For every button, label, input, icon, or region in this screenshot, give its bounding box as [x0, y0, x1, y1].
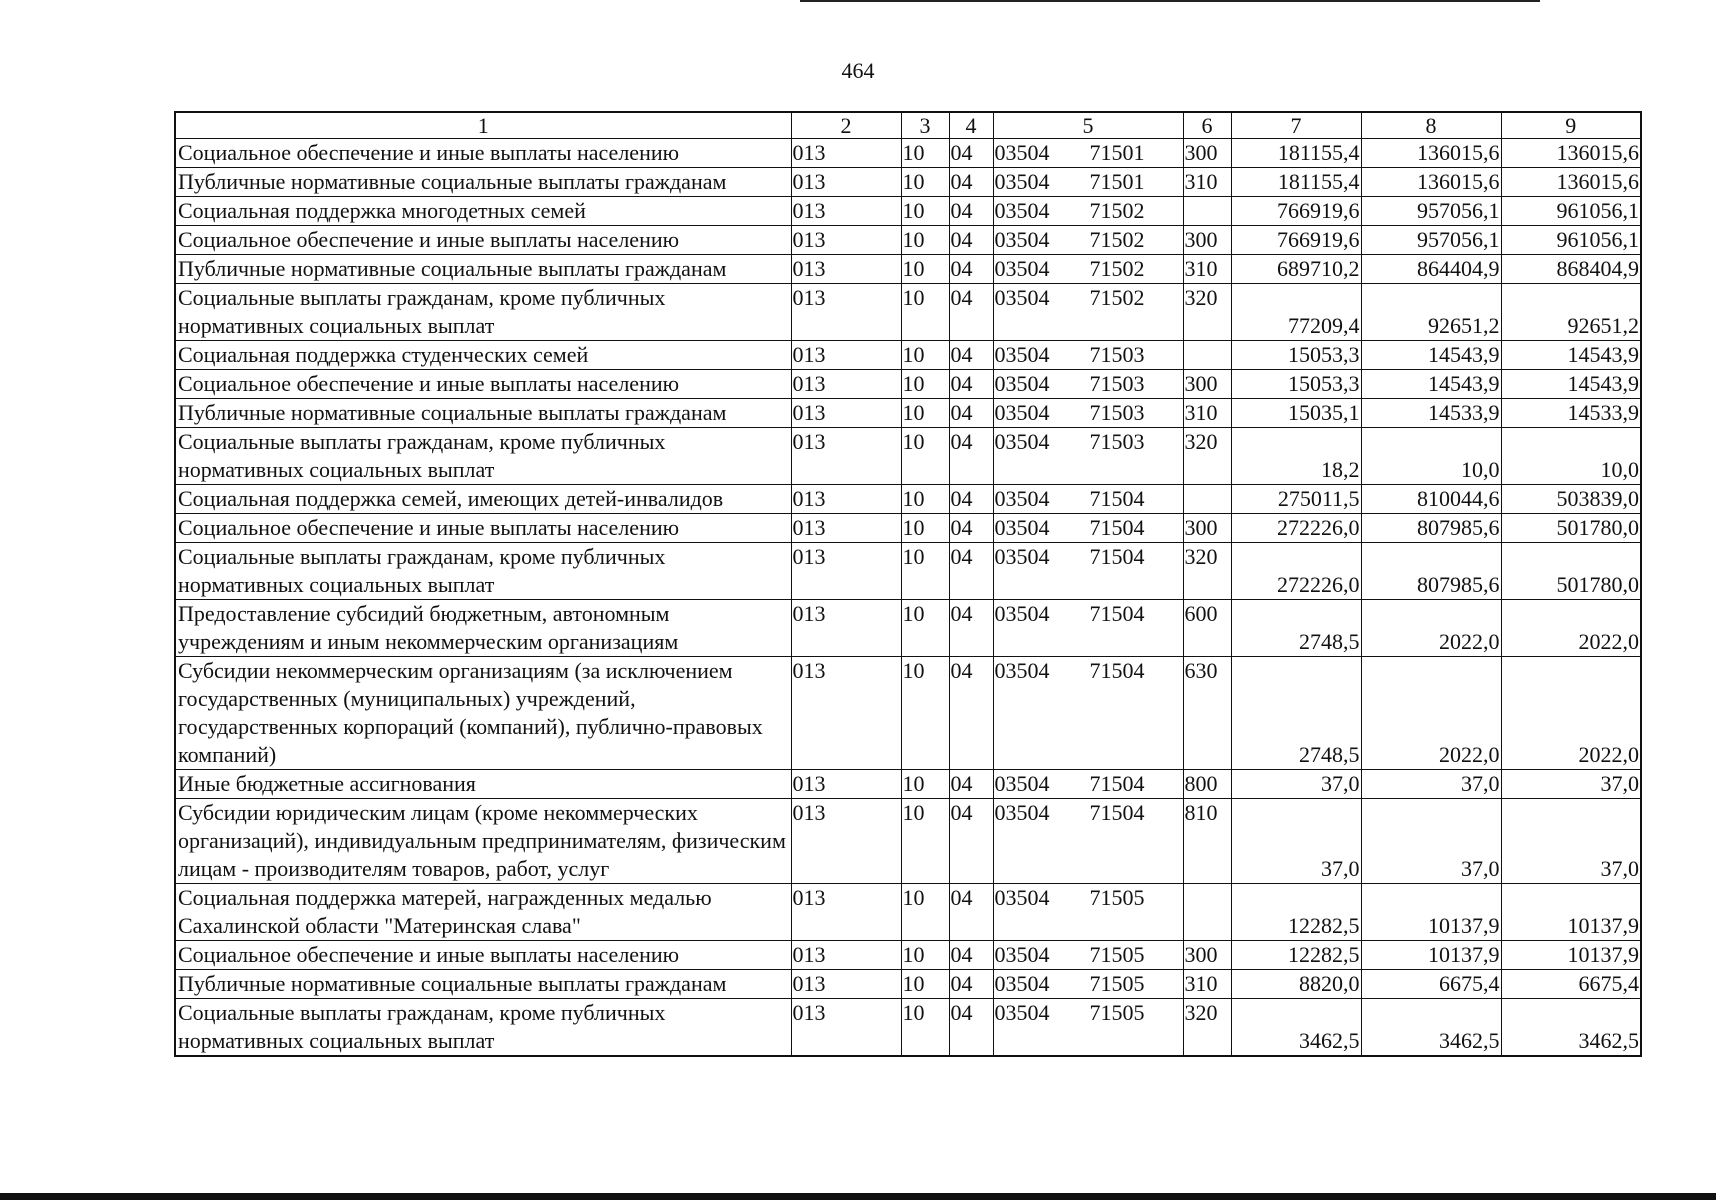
row-target-article [993, 970, 1183, 999]
row-gl-code: 013 [791, 168, 901, 197]
row-subsection-code: 04 [949, 284, 993, 341]
row-target-article [993, 428, 1183, 485]
row-section-code: 10 [901, 284, 949, 341]
row-value-col8: 810044,6 [1361, 485, 1501, 514]
table-row [175, 941, 1641, 970]
row-value-col7: 766919,6 [1231, 226, 1361, 255]
row-expense-type [1183, 341, 1231, 370]
row-gl-code: 013 [791, 197, 901, 226]
row-target-article-part1: 03504 [994, 342, 1050, 367]
row-target-article-part1: 03504 [994, 285, 1050, 310]
row-section-code: 10 [901, 799, 949, 884]
row-target-article-part2: 71503 [1089, 371, 1145, 396]
row-expense-type [1183, 884, 1231, 941]
row-gl-code: 013 [791, 543, 901, 600]
row-gl-code: 013 [791, 255, 901, 284]
row-value-col9: 136015,6 [1501, 139, 1641, 168]
row-name: Социальное обеспечение и иные выплаты населению [175, 370, 791, 399]
row-subsection-code: 04 [949, 255, 993, 284]
row-subsection-code: 04 [949, 485, 993, 514]
row-gl-code: 013 [791, 657, 901, 770]
row-target-article-part1: 03504 [994, 885, 1050, 910]
row-expense-type: 300 [1183, 139, 1231, 168]
row-value-col7: 18,2 [1231, 428, 1361, 485]
table-row [175, 139, 1641, 168]
row-name: Социальное обеспечение и иные выплаты населению [175, 226, 791, 255]
row-section-code: 10 [901, 399, 949, 428]
row-section-code: 10 [901, 197, 949, 226]
row-gl-code: 013 [791, 941, 901, 970]
row-target-article-part2: 71504 [1089, 601, 1145, 626]
row-subsection-code: 04 [949, 428, 993, 485]
row-target-article [993, 884, 1183, 941]
row-subsection-code: 04 [949, 884, 993, 941]
row-value-col8: 2022,0 [1361, 600, 1501, 657]
row-target-article [993, 799, 1183, 884]
row-target-article-part1: 03504 [994, 198, 1050, 223]
row-target-article [993, 657, 1183, 770]
row-name: Социальные выплаты гражданам, кроме публичных нормативных социальных выплат [175, 543, 791, 600]
row-value-col9: 37,0 [1501, 799, 1641, 884]
row-value-col8: 10137,9 [1361, 884, 1501, 941]
row-target-article-part2: 71505 [1089, 971, 1145, 996]
row-subsection-code: 04 [949, 770, 993, 799]
row-target-article [993, 341, 1183, 370]
row-target-article-part2: 71504 [1089, 771, 1145, 796]
row-subsection-code: 04 [949, 399, 993, 428]
row-gl-code: 013 [791, 799, 901, 884]
row-subsection-code: 04 [949, 514, 993, 543]
row-target-article-part2: 71502 [1089, 285, 1145, 310]
row-expense-type: 300 [1183, 226, 1231, 255]
row-subsection-code: 04 [949, 941, 993, 970]
row-gl-code: 013 [791, 770, 901, 799]
row-section-code: 10 [901, 543, 949, 600]
table-row [175, 284, 1641, 341]
row-name: Иные бюджетные ассигнования [175, 770, 791, 799]
row-value-col9: 503839,0 [1501, 485, 1641, 514]
row-name: Социальные выплаты гражданам, кроме публичных нормативных социальных выплат [175, 428, 791, 485]
row-gl-code: 013 [791, 226, 901, 255]
row-name: Публичные нормативные социальные выплаты гражданам [175, 970, 791, 999]
row-value-col7: 181155,4 [1231, 139, 1361, 168]
row-expense-type: 310 [1183, 255, 1231, 284]
row-value-col9: 961056,1 [1501, 197, 1641, 226]
header-cell: 1 [175, 112, 791, 139]
row-name: Публичные нормативные социальные выплаты гражданам [175, 255, 791, 284]
row-name: Предоставление субсидий бюджетным, автономным учреждениям и иным некоммерческим организациям [175, 600, 791, 657]
table-row [175, 970, 1641, 999]
row-subsection-code: 04 [949, 168, 993, 197]
row-name: Социальное обеспечение и иные выплаты населению [175, 514, 791, 543]
row-value-col9: 136015,6 [1501, 168, 1641, 197]
row-target-article [993, 284, 1183, 341]
row-value-col8: 37,0 [1361, 799, 1501, 884]
row-target-article [993, 370, 1183, 399]
row-value-col7: 15035,1 [1231, 399, 1361, 428]
row-value-col9: 10137,9 [1501, 941, 1641, 970]
row-target-article [993, 226, 1183, 255]
row-expense-type: 300 [1183, 514, 1231, 543]
row-section-code: 10 [901, 485, 949, 514]
row-target-article-part1: 03504 [994, 800, 1050, 825]
row-target-article-part2: 71504 [1089, 658, 1145, 683]
row-expense-type: 320 [1183, 999, 1231, 1057]
row-section-code: 10 [901, 370, 949, 399]
row-target-article-part2: 71502 [1089, 198, 1145, 223]
row-name: Субсидии некоммерческим организациям (за исключением государственных (муниципальных) учреждений, государственных корпораций (компаний), публично-правовых компаний) [175, 657, 791, 770]
row-subsection-code: 04 [949, 600, 993, 657]
row-value-col7: 689710,2 [1231, 255, 1361, 284]
row-section-code: 10 [901, 428, 949, 485]
row-gl-code: 013 [791, 341, 901, 370]
bottom-edge-bar [0, 1193, 1716, 1200]
row-target-article-part1: 03504 [994, 601, 1050, 626]
row-value-col8: 957056,1 [1361, 197, 1501, 226]
table-row [175, 341, 1641, 370]
row-expense-type: 300 [1183, 941, 1231, 970]
table-row [175, 168, 1641, 197]
row-value-col8: 14543,9 [1361, 341, 1501, 370]
top-edge-line [800, 0, 1540, 2]
budget-table [174, 111, 1642, 1057]
row-target-article [993, 600, 1183, 657]
header-cell: 4 [949, 112, 993, 139]
row-value-col8: 136015,6 [1361, 168, 1501, 197]
row-value-col8: 807985,6 [1361, 514, 1501, 543]
row-subsection-code: 04 [949, 197, 993, 226]
row-value-col7: 2748,5 [1231, 600, 1361, 657]
row-value-col9: 501780,0 [1501, 514, 1641, 543]
row-target-article-part2: 71504 [1089, 515, 1145, 540]
page-number: 464 [841, 58, 875, 83]
row-value-col8: 136015,6 [1361, 139, 1501, 168]
row-gl-code: 013 [791, 884, 901, 941]
row-value-col8: 92651,2 [1361, 284, 1501, 341]
row-target-article [993, 514, 1183, 543]
row-gl-code: 013 [791, 370, 901, 399]
row-value-col8: 807985,6 [1361, 543, 1501, 600]
row-value-col9: 14543,9 [1501, 370, 1641, 399]
row-value-col7: 8820,0 [1231, 970, 1361, 999]
row-gl-code: 013 [791, 284, 901, 341]
row-section-code: 10 [901, 770, 949, 799]
row-value-col8: 2022,0 [1361, 657, 1501, 770]
row-value-col7: 3462,5 [1231, 999, 1361, 1057]
table-row [175, 999, 1641, 1057]
row-expense-type: 320 [1183, 428, 1231, 485]
row-name: Социальное обеспечение и иные выплаты населению [175, 139, 791, 168]
row-subsection-code: 04 [949, 341, 993, 370]
row-target-article-part2: 71503 [1089, 342, 1145, 367]
header-cell: 5 [993, 112, 1183, 139]
header-cell: 3 [901, 112, 949, 139]
row-target-article [993, 543, 1183, 600]
row-value-col8: 14533,9 [1361, 399, 1501, 428]
row-value-col8: 37,0 [1361, 770, 1501, 799]
row-target-article-part2: 71504 [1089, 800, 1145, 825]
row-target-article-part1: 03504 [994, 400, 1050, 425]
row-expense-type: 630 [1183, 657, 1231, 770]
header-cell: 8 [1361, 112, 1501, 139]
table-row [175, 799, 1641, 884]
row-subsection-code: 04 [949, 543, 993, 600]
row-expense-type: 600 [1183, 600, 1231, 657]
row-target-article [993, 255, 1183, 284]
row-expense-type: 810 [1183, 799, 1231, 884]
row-target-article-part1: 03504 [994, 429, 1050, 454]
row-target-article-part2: 71502 [1089, 227, 1145, 252]
table-row [175, 600, 1641, 657]
row-name: Социальная поддержка семей, имеющих детей-инвалидов [175, 485, 791, 514]
row-value-col7: 272226,0 [1231, 514, 1361, 543]
row-value-col7: 37,0 [1231, 799, 1361, 884]
row-section-code: 10 [901, 970, 949, 999]
row-name: Социальное обеспечение и иные выплаты населению [175, 941, 791, 970]
row-section-code: 10 [901, 999, 949, 1057]
row-value-col7: 37,0 [1231, 770, 1361, 799]
row-name: Субсидии юридическим лицам (кроме некоммерческих организаций), индивидуальным предпринимателям, физическим лицам - производителям товаров, работ, услуг [175, 799, 791, 884]
header-cell: 2 [791, 112, 901, 139]
table-row [175, 770, 1641, 799]
row-section-code: 10 [901, 600, 949, 657]
row-target-article-part1: 03504 [994, 256, 1050, 281]
row-target-article-part2: 71504 [1089, 544, 1145, 569]
row-gl-code: 013 [791, 139, 901, 168]
row-subsection-code: 04 [949, 226, 993, 255]
row-gl-code: 013 [791, 514, 901, 543]
row-target-article-part1: 03504 [994, 227, 1050, 252]
table-row [175, 255, 1641, 284]
row-subsection-code: 04 [949, 999, 993, 1057]
row-value-col7: 12282,5 [1231, 941, 1361, 970]
row-value-col8: 6675,4 [1361, 970, 1501, 999]
row-gl-code: 013 [791, 485, 901, 514]
table-row [175, 514, 1641, 543]
row-target-article-part2: 71505 [1089, 885, 1145, 910]
row-target-article [993, 197, 1183, 226]
row-value-col9: 6675,4 [1501, 970, 1641, 999]
table-row [175, 370, 1641, 399]
row-value-col8: 3462,5 [1361, 999, 1501, 1057]
row-value-col9: 14543,9 [1501, 341, 1641, 370]
row-expense-type: 320 [1183, 543, 1231, 600]
row-value-col9: 868404,9 [1501, 255, 1641, 284]
row-target-article-part1: 03504 [994, 658, 1050, 683]
row-value-col7: 272226,0 [1231, 543, 1361, 600]
table-row [175, 884, 1641, 941]
row-target-article-part1: 03504 [994, 942, 1050, 967]
row-subsection-code: 04 [949, 970, 993, 999]
row-target-article [993, 139, 1183, 168]
row-target-article-part1: 03504 [994, 971, 1050, 996]
row-name: Публичные нормативные социальные выплаты гражданам [175, 168, 791, 197]
table-row [175, 226, 1641, 255]
row-target-article-part1: 03504 [994, 486, 1050, 511]
row-value-col9: 2022,0 [1501, 600, 1641, 657]
table-row [175, 543, 1641, 600]
row-expense-type: 310 [1183, 399, 1231, 428]
row-target-article-part2: 71505 [1089, 1000, 1145, 1025]
row-target-article-part2: 71502 [1089, 256, 1145, 281]
row-target-article-part1: 03504 [994, 371, 1050, 396]
header-cell: 7 [1231, 112, 1361, 139]
row-subsection-code: 04 [949, 799, 993, 884]
row-value-col9: 2022,0 [1501, 657, 1641, 770]
row-target-article [993, 485, 1183, 514]
row-name: Социальная поддержка студенческих семей [175, 341, 791, 370]
row-target-article-part2: 71501 [1089, 140, 1145, 165]
row-target-article [993, 770, 1183, 799]
table-row [175, 657, 1641, 770]
row-value-col8: 10,0 [1361, 428, 1501, 485]
row-gl-code: 013 [791, 399, 901, 428]
row-value-col9: 14533,9 [1501, 399, 1641, 428]
row-value-col8: 957056,1 [1361, 226, 1501, 255]
row-section-code: 10 [901, 168, 949, 197]
row-target-article-part1: 03504 [994, 771, 1050, 796]
row-target-article-part2: 71505 [1089, 942, 1145, 967]
row-gl-code: 013 [791, 970, 901, 999]
header-cell: 9 [1501, 112, 1641, 139]
table-row [175, 485, 1641, 514]
row-name: Социальная поддержка многодетных семей [175, 197, 791, 226]
row-value-col7: 12282,5 [1231, 884, 1361, 941]
row-name: Публичные нормативные социальные выплаты гражданам [175, 399, 791, 428]
row-expense-type [1183, 197, 1231, 226]
row-value-col8: 864404,9 [1361, 255, 1501, 284]
row-subsection-code: 04 [949, 657, 993, 770]
table-row [175, 399, 1641, 428]
row-section-code: 10 [901, 514, 949, 543]
row-target-article [993, 168, 1183, 197]
row-value-col8: 10137,9 [1361, 941, 1501, 970]
row-value-col7: 766919,6 [1231, 197, 1361, 226]
row-target-article-part1: 03504 [994, 544, 1050, 569]
row-name: Социальные выплаты гражданам, кроме публичных нормативных социальных выплат [175, 999, 791, 1057]
row-section-code: 10 [901, 255, 949, 284]
row-name: Социальная поддержка матерей, награжденных медалью Сахалинской области "Материнская слава" [175, 884, 791, 941]
row-value-col7: 77209,4 [1231, 284, 1361, 341]
row-target-article [993, 399, 1183, 428]
row-section-code: 10 [901, 941, 949, 970]
row-expense-type: 300 [1183, 370, 1231, 399]
row-target-article-part2: 71503 [1089, 400, 1145, 425]
row-subsection-code: 04 [949, 139, 993, 168]
row-target-article-part1: 03504 [994, 1000, 1050, 1025]
row-expense-type: 310 [1183, 168, 1231, 197]
row-value-col7: 15053,3 [1231, 370, 1361, 399]
row-section-code: 10 [901, 884, 949, 941]
row-value-col7: 275011,5 [1231, 485, 1361, 514]
row-expense-type [1183, 485, 1231, 514]
row-section-code: 10 [901, 226, 949, 255]
row-target-article [993, 999, 1183, 1057]
row-gl-code: 013 [791, 999, 901, 1057]
row-value-col9: 92651,2 [1501, 284, 1641, 341]
row-target-article-part2: 71503 [1089, 429, 1145, 454]
row-target-article-part1: 03504 [994, 515, 1050, 540]
row-target-article [993, 941, 1183, 970]
row-target-article-part2: 71501 [1089, 169, 1145, 194]
row-gl-code: 013 [791, 428, 901, 485]
row-section-code: 10 [901, 341, 949, 370]
row-value-col9: 3462,5 [1501, 999, 1641, 1057]
row-section-code: 10 [901, 657, 949, 770]
row-value-col9: 961056,1 [1501, 226, 1641, 255]
row-subsection-code: 04 [949, 370, 993, 399]
row-value-col8: 14543,9 [1361, 370, 1501, 399]
row-value-col7: 181155,4 [1231, 168, 1361, 197]
header-row [175, 112, 1641, 139]
row-value-col7: 15053,3 [1231, 341, 1361, 370]
row-section-code: 10 [901, 139, 949, 168]
row-value-col7: 2748,5 [1231, 657, 1361, 770]
row-gl-code: 013 [791, 600, 901, 657]
header-cell: 6 [1183, 112, 1231, 139]
table-row [175, 428, 1641, 485]
row-value-col9: 501780,0 [1501, 543, 1641, 600]
row-target-article-part1: 03504 [994, 140, 1050, 165]
row-target-article-part2: 71504 [1089, 486, 1145, 511]
row-value-col9: 10137,9 [1501, 884, 1641, 941]
row-target-article-part1: 03504 [994, 169, 1050, 194]
row-expense-type: 800 [1183, 770, 1231, 799]
row-name: Социальные выплаты гражданам, кроме публичных нормативных социальных выплат [175, 284, 791, 341]
row-expense-type: 310 [1183, 970, 1231, 999]
row-expense-type: 320 [1183, 284, 1231, 341]
table-row [175, 197, 1641, 226]
row-value-col9: 10,0 [1501, 428, 1641, 485]
row-value-col9: 37,0 [1501, 770, 1641, 799]
